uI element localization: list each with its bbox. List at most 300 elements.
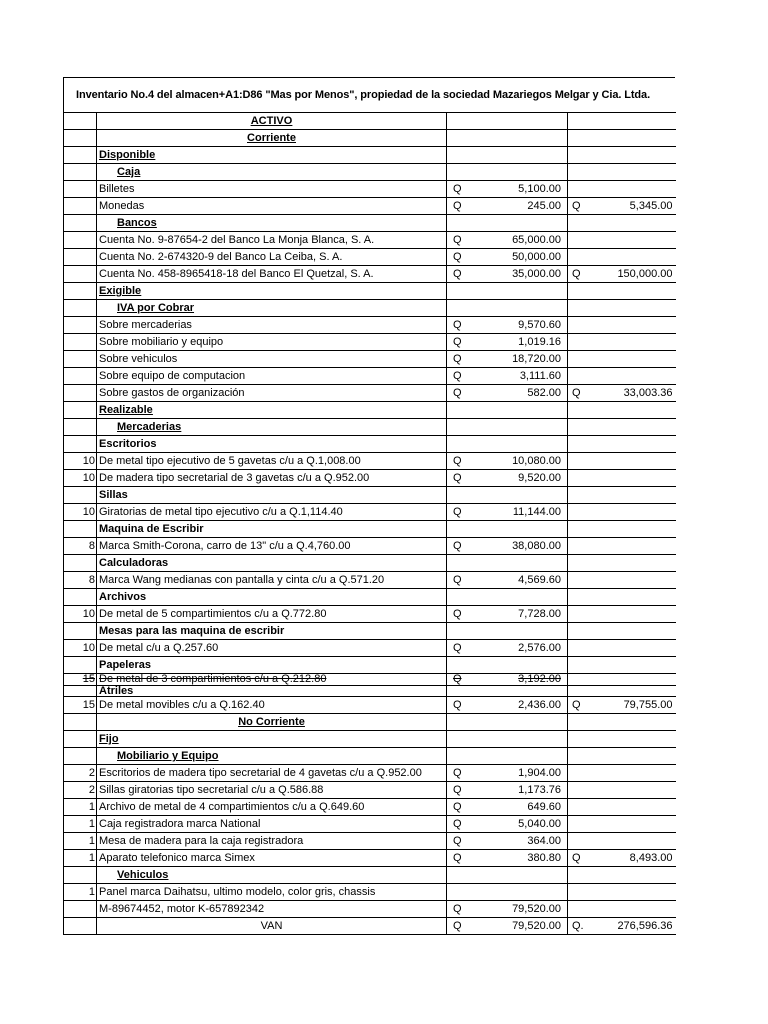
row-quantity bbox=[64, 850, 97, 867]
row-total bbox=[598, 402, 676, 419]
row-quantity bbox=[64, 487, 97, 504]
row-amount-text: 582.00 bbox=[527, 387, 561, 399]
row-quantity-text: 10 bbox=[82, 642, 95, 654]
row-amount bbox=[479, 436, 568, 453]
row-total-text: 5,345.00 bbox=[629, 200, 673, 212]
row-description-text: De madera tipo secretarial de 3 gavetas c/u a Q.952.00 bbox=[99, 472, 370, 484]
row-total bbox=[598, 198, 676, 215]
row-total-currency-text: Q bbox=[572, 200, 581, 212]
row-currency bbox=[447, 470, 479, 487]
row-description bbox=[97, 686, 447, 697]
row-total-currency bbox=[568, 368, 598, 385]
row-amount-text: 364.00 bbox=[527, 835, 561, 847]
row-amount-text: 79,520.00 bbox=[512, 920, 561, 932]
row-description bbox=[97, 714, 447, 731]
row-amount-text: 2,436.00 bbox=[518, 699, 561, 711]
row-description-text: De metal de 3 compartimientos c/u a Q.212.80 bbox=[99, 673, 327, 685]
row-amount bbox=[479, 867, 568, 884]
row-currency-text: Q bbox=[453, 608, 462, 620]
row-total bbox=[598, 555, 676, 572]
row-description-text: Realizable bbox=[99, 404, 153, 416]
row-description-text: Exigible bbox=[99, 285, 142, 297]
row-total bbox=[598, 521, 676, 538]
row-currency bbox=[447, 572, 479, 589]
table-row bbox=[64, 504, 676, 521]
row-total-currency bbox=[568, 147, 598, 164]
row-description bbox=[97, 782, 447, 799]
row-description bbox=[97, 232, 447, 249]
row-description-text: Mesas para las maquina de escribir bbox=[99, 625, 285, 637]
row-quantity bbox=[64, 266, 97, 283]
row-description-text: Cuenta No. 458-8965418-18 del Banco El Quetzal, S. A. bbox=[99, 268, 374, 280]
row-amount-text: 65,000.00 bbox=[512, 234, 561, 246]
row-quantity-text: 1 bbox=[88, 818, 95, 830]
table-row bbox=[64, 674, 676, 686]
row-description bbox=[97, 918, 447, 935]
row-total-currency bbox=[568, 918, 598, 935]
row-description bbox=[97, 674, 447, 686]
row-description-text: Atriles bbox=[99, 685, 134, 697]
table-row bbox=[64, 799, 676, 816]
row-description-text: Cuenta No. 9-87654-2 del Banco La Monja Blanca, S. A. bbox=[99, 234, 375, 246]
row-description-text: Sobre mobiliario y equipo bbox=[99, 336, 224, 348]
row-total bbox=[598, 572, 676, 589]
row-description-text: Caja bbox=[117, 166, 141, 178]
row-total bbox=[598, 266, 676, 283]
row-quantity-text: 10 bbox=[82, 608, 95, 620]
row-description bbox=[97, 130, 447, 147]
row-amount-text: 4,569.60 bbox=[518, 574, 561, 586]
row-currency-text: Q bbox=[453, 455, 462, 467]
table-row bbox=[64, 765, 676, 782]
row-currency bbox=[447, 521, 479, 538]
row-total bbox=[598, 901, 676, 918]
row-description bbox=[97, 351, 447, 368]
row-total-currency bbox=[568, 283, 598, 300]
row-description-text: De metal de 5 compartimientos c/u a Q.772.80 bbox=[99, 608, 327, 620]
row-description bbox=[97, 867, 447, 884]
row-description bbox=[97, 470, 447, 487]
row-quantity-text: 1 bbox=[88, 852, 95, 864]
row-total-currency bbox=[568, 572, 598, 589]
row-quantity-text: 8 bbox=[88, 540, 95, 552]
row-quantity bbox=[64, 368, 97, 385]
row-description-text: Sobre gastos de organización bbox=[99, 387, 245, 399]
row-total bbox=[598, 351, 676, 368]
row-amount bbox=[479, 799, 568, 816]
row-total bbox=[598, 368, 676, 385]
row-amount bbox=[479, 901, 568, 918]
row-quantity bbox=[64, 884, 97, 901]
table-row bbox=[64, 402, 676, 419]
row-total-currency bbox=[568, 317, 598, 334]
row-total-currency bbox=[568, 470, 598, 487]
row-currency bbox=[447, 232, 479, 249]
row-total bbox=[598, 748, 676, 765]
table-row bbox=[64, 572, 676, 589]
row-currency-text: Q bbox=[453, 353, 462, 365]
row-currency bbox=[447, 623, 479, 640]
row-currency bbox=[447, 833, 479, 850]
row-description-text: De metal movibles c/u a Q.162.40 bbox=[99, 699, 265, 711]
row-quantity bbox=[64, 419, 97, 436]
row-currency-text: Q bbox=[453, 200, 462, 212]
row-description bbox=[97, 368, 447, 385]
row-description-text: Escritorios de madera tipo secretarial de 4 gavetas c/u a Q.952.00 bbox=[99, 767, 422, 779]
row-description-text: VAN bbox=[260, 920, 283, 932]
row-description-text: Billetes bbox=[99, 183, 135, 195]
row-total bbox=[598, 833, 676, 850]
row-description bbox=[97, 504, 447, 521]
row-total-currency bbox=[568, 215, 598, 232]
row-total-text: 150,000.00 bbox=[617, 268, 673, 280]
row-quantity bbox=[64, 249, 97, 266]
table-row bbox=[64, 283, 676, 300]
row-total bbox=[598, 782, 676, 799]
row-currency-text: Q bbox=[453, 699, 462, 711]
row-total-currency-text: Q. bbox=[572, 920, 584, 932]
row-quantity bbox=[64, 164, 97, 181]
row-amount bbox=[479, 164, 568, 181]
table-row bbox=[64, 521, 676, 538]
row-description-text: Vehiculos bbox=[117, 869, 169, 881]
row-description bbox=[97, 572, 447, 589]
row-total-currency bbox=[568, 901, 598, 918]
row-amount bbox=[479, 521, 568, 538]
row-description-text: Marca Wang medianas con pantalla y cinta c/u a Q.571.20 bbox=[99, 574, 385, 586]
table-row bbox=[64, 884, 676, 901]
row-amount bbox=[479, 674, 568, 686]
row-currency bbox=[447, 266, 479, 283]
row-total-currency bbox=[568, 850, 598, 867]
table-row bbox=[64, 334, 676, 351]
row-total-currency bbox=[568, 113, 598, 130]
sheet-title: Inventario No.4 del almacen+A1:D86 "Mas por Menos", propiedad de la sociedad Mazariegos Melgar y Cia. Ltda. bbox=[63, 77, 675, 112]
row-currency bbox=[447, 198, 479, 215]
inventory-table bbox=[63, 112, 676, 935]
row-total bbox=[598, 816, 676, 833]
row-amount-text: 79,520.00 bbox=[512, 903, 561, 915]
row-quantity bbox=[64, 686, 97, 697]
row-quantity bbox=[64, 453, 97, 470]
row-total bbox=[598, 640, 676, 657]
row-total-currency bbox=[568, 164, 598, 181]
row-amount bbox=[479, 470, 568, 487]
row-description-text: Cuenta No. 2-674320-9 del Banco La Ceiba, S. A. bbox=[99, 251, 343, 263]
row-description bbox=[97, 181, 447, 198]
row-total-currency bbox=[568, 674, 598, 686]
row-amount-text: 3,192.00 bbox=[518, 673, 561, 685]
row-amount-text: 649.60 bbox=[527, 801, 561, 813]
row-currency bbox=[447, 765, 479, 782]
row-amount bbox=[479, 816, 568, 833]
row-total-text: 276,596.36 bbox=[617, 920, 673, 932]
row-description bbox=[97, 334, 447, 351]
row-amount-text: 18,720.00 bbox=[512, 353, 561, 365]
row-description bbox=[97, 697, 447, 714]
row-description bbox=[97, 623, 447, 640]
row-currency bbox=[447, 385, 479, 402]
row-currency bbox=[447, 714, 479, 731]
row-quantity bbox=[64, 283, 97, 300]
row-amount bbox=[479, 606, 568, 623]
row-quantity bbox=[64, 748, 97, 765]
row-description bbox=[97, 198, 447, 215]
row-total bbox=[598, 918, 676, 935]
row-total-currency bbox=[568, 334, 598, 351]
row-currency bbox=[447, 487, 479, 504]
row-total-currency bbox=[568, 833, 598, 850]
row-description-text: Sillas giratorias tipo secretarial c/u a Q.586.88 bbox=[99, 784, 324, 796]
row-currency-text: Q bbox=[453, 903, 462, 915]
row-total-currency-text: Q bbox=[572, 699, 581, 711]
row-total bbox=[598, 334, 676, 351]
row-description-text: Mesa de madera para la caja registradora bbox=[99, 835, 304, 847]
row-description-text: Marca Smith-Corona, carro de 13" c/u a Q.4,760.00 bbox=[99, 540, 351, 552]
row-description bbox=[97, 521, 447, 538]
table-row bbox=[64, 867, 676, 884]
row-total bbox=[598, 538, 676, 555]
row-total-currency bbox=[568, 714, 598, 731]
row-quantity bbox=[64, 436, 97, 453]
row-total bbox=[598, 686, 676, 697]
row-amount bbox=[479, 334, 568, 351]
table-row bbox=[64, 351, 676, 368]
row-quantity bbox=[64, 113, 97, 130]
row-amount bbox=[479, 697, 568, 714]
row-quantity-text: 15 bbox=[82, 673, 95, 685]
row-description bbox=[97, 640, 447, 657]
row-amount bbox=[479, 487, 568, 504]
row-description bbox=[97, 113, 447, 130]
row-amount bbox=[479, 765, 568, 782]
row-quantity bbox=[64, 147, 97, 164]
row-currency bbox=[447, 606, 479, 623]
row-total-currency bbox=[568, 351, 598, 368]
row-amount-text: 35,000.00 bbox=[512, 268, 561, 280]
table-row bbox=[64, 385, 676, 402]
row-quantity bbox=[64, 504, 97, 521]
row-description-text: De metal c/u a Q.257.60 bbox=[99, 642, 219, 654]
row-quantity bbox=[64, 799, 97, 816]
row-quantity bbox=[64, 674, 97, 686]
row-quantity bbox=[64, 731, 97, 748]
row-currency bbox=[447, 351, 479, 368]
row-quantity bbox=[64, 657, 97, 674]
row-description bbox=[97, 657, 447, 674]
row-description-text: Aparato telefonico marca Simex bbox=[99, 852, 255, 864]
row-description bbox=[97, 453, 447, 470]
row-quantity-text: 1 bbox=[88, 835, 95, 847]
row-amount bbox=[479, 782, 568, 799]
row-description bbox=[97, 731, 447, 748]
row-description bbox=[97, 765, 447, 782]
row-quantity-text: 2 bbox=[88, 784, 95, 796]
row-amount bbox=[479, 833, 568, 850]
row-total-currency bbox=[568, 198, 598, 215]
row-total-currency bbox=[568, 816, 598, 833]
row-total-currency bbox=[568, 697, 598, 714]
row-total bbox=[598, 147, 676, 164]
row-currency bbox=[447, 686, 479, 697]
row-quantity bbox=[64, 402, 97, 419]
row-amount bbox=[479, 266, 568, 283]
row-currency bbox=[447, 402, 479, 419]
row-description-text: ACTIVO bbox=[250, 115, 293, 127]
row-description bbox=[97, 748, 447, 765]
row-description-text: No Corriente bbox=[238, 716, 305, 728]
row-total-currency bbox=[568, 765, 598, 782]
row-quantity bbox=[64, 833, 97, 850]
row-total bbox=[598, 504, 676, 521]
row-quantity bbox=[64, 351, 97, 368]
row-description bbox=[97, 147, 447, 164]
row-amount bbox=[479, 714, 568, 731]
row-total bbox=[598, 606, 676, 623]
row-description bbox=[97, 419, 447, 436]
row-total bbox=[598, 283, 676, 300]
row-description bbox=[97, 402, 447, 419]
row-total-currency bbox=[568, 538, 598, 555]
table-row bbox=[64, 731, 676, 748]
table-row bbox=[64, 317, 676, 334]
table-row bbox=[64, 748, 676, 765]
row-description-text: Sillas bbox=[99, 489, 128, 501]
row-description bbox=[97, 300, 447, 317]
row-currency bbox=[447, 674, 479, 686]
table-row bbox=[64, 232, 676, 249]
row-amount bbox=[479, 198, 568, 215]
row-amount-text: 9,520.00 bbox=[518, 472, 561, 484]
row-amount bbox=[479, 317, 568, 334]
row-total-currency bbox=[568, 266, 598, 283]
row-total bbox=[598, 799, 676, 816]
row-total bbox=[598, 714, 676, 731]
row-currency-text: Q bbox=[453, 319, 462, 331]
row-currency bbox=[447, 799, 479, 816]
row-description bbox=[97, 164, 447, 181]
table-row bbox=[64, 850, 676, 867]
row-currency bbox=[447, 816, 479, 833]
table-row bbox=[64, 266, 676, 283]
row-currency-text: Q bbox=[453, 818, 462, 830]
row-currency bbox=[447, 589, 479, 606]
row-quantity bbox=[64, 521, 97, 538]
row-currency bbox=[447, 419, 479, 436]
row-quantity bbox=[64, 300, 97, 317]
row-total-currency bbox=[568, 521, 598, 538]
row-currency-text: Q bbox=[453, 574, 462, 586]
row-currency-text: Q bbox=[453, 268, 462, 280]
row-currency bbox=[447, 334, 479, 351]
row-amount bbox=[479, 232, 568, 249]
table-row bbox=[64, 901, 676, 918]
row-currency bbox=[447, 249, 479, 266]
row-total-text: 33,003.36 bbox=[623, 387, 673, 399]
row-quantity-text: 10 bbox=[82, 472, 95, 484]
row-total-currency bbox=[568, 402, 598, 419]
row-currency bbox=[447, 147, 479, 164]
row-total-currency bbox=[568, 504, 598, 521]
row-amount bbox=[479, 884, 568, 901]
row-total-currency bbox=[568, 799, 598, 816]
row-currency bbox=[447, 867, 479, 884]
row-currency-text: Q bbox=[453, 472, 462, 484]
row-amount bbox=[479, 538, 568, 555]
row-total-currency bbox=[568, 487, 598, 504]
row-quantity bbox=[64, 918, 97, 935]
row-quantity bbox=[64, 130, 97, 147]
row-description bbox=[97, 850, 447, 867]
row-quantity-text: 8 bbox=[88, 574, 95, 586]
row-amount bbox=[479, 402, 568, 419]
row-total bbox=[598, 657, 676, 674]
row-total bbox=[598, 589, 676, 606]
row-total bbox=[598, 623, 676, 640]
row-total-currency bbox=[568, 436, 598, 453]
row-amount bbox=[479, 589, 568, 606]
row-quantity bbox=[64, 385, 97, 402]
row-quantity bbox=[64, 901, 97, 918]
row-amount-text: 50,000.00 bbox=[512, 251, 561, 263]
row-currency-text: Q bbox=[453, 387, 462, 399]
row-description bbox=[97, 555, 447, 572]
row-currency bbox=[447, 748, 479, 765]
row-description-text: Monedas bbox=[99, 200, 145, 212]
row-quantity bbox=[64, 317, 97, 334]
row-quantity bbox=[64, 572, 97, 589]
table-row bbox=[64, 130, 676, 147]
row-currency bbox=[447, 640, 479, 657]
row-description bbox=[97, 317, 447, 334]
row-currency-text: Q bbox=[453, 234, 462, 246]
table-row bbox=[64, 436, 676, 453]
row-currency bbox=[447, 657, 479, 674]
row-currency-text: Q bbox=[453, 540, 462, 552]
row-total bbox=[598, 674, 676, 686]
row-total-currency bbox=[568, 640, 598, 657]
row-total-currency bbox=[568, 623, 598, 640]
table-row bbox=[64, 606, 676, 623]
row-currency bbox=[447, 436, 479, 453]
row-total-currency bbox=[568, 300, 598, 317]
row-quantity bbox=[64, 555, 97, 572]
row-description-text: Papeleras bbox=[99, 659, 151, 671]
row-total-currency-text: Q bbox=[572, 268, 581, 280]
row-description bbox=[97, 589, 447, 606]
row-total bbox=[598, 487, 676, 504]
table-row bbox=[64, 113, 676, 130]
row-amount-text: 380.80 bbox=[527, 852, 561, 864]
row-amount bbox=[479, 130, 568, 147]
table-row bbox=[64, 623, 676, 640]
row-currency bbox=[447, 317, 479, 334]
row-currency-text: Q bbox=[453, 183, 462, 195]
row-currency-text: Q bbox=[453, 767, 462, 779]
row-total bbox=[598, 850, 676, 867]
table-row bbox=[64, 453, 676, 470]
row-total-currency bbox=[568, 232, 598, 249]
table-row bbox=[64, 198, 676, 215]
row-description-text: Bancos bbox=[117, 217, 157, 229]
row-total bbox=[598, 884, 676, 901]
row-amount-text: 9,570.60 bbox=[518, 319, 561, 331]
row-quantity-text: 1 bbox=[88, 801, 95, 813]
row-currency bbox=[447, 283, 479, 300]
row-currency-text: Q bbox=[453, 835, 462, 847]
row-amount bbox=[479, 300, 568, 317]
row-description-text: Archivo de metal de 4 compartimientos c/u a Q.649.60 bbox=[99, 801, 365, 813]
